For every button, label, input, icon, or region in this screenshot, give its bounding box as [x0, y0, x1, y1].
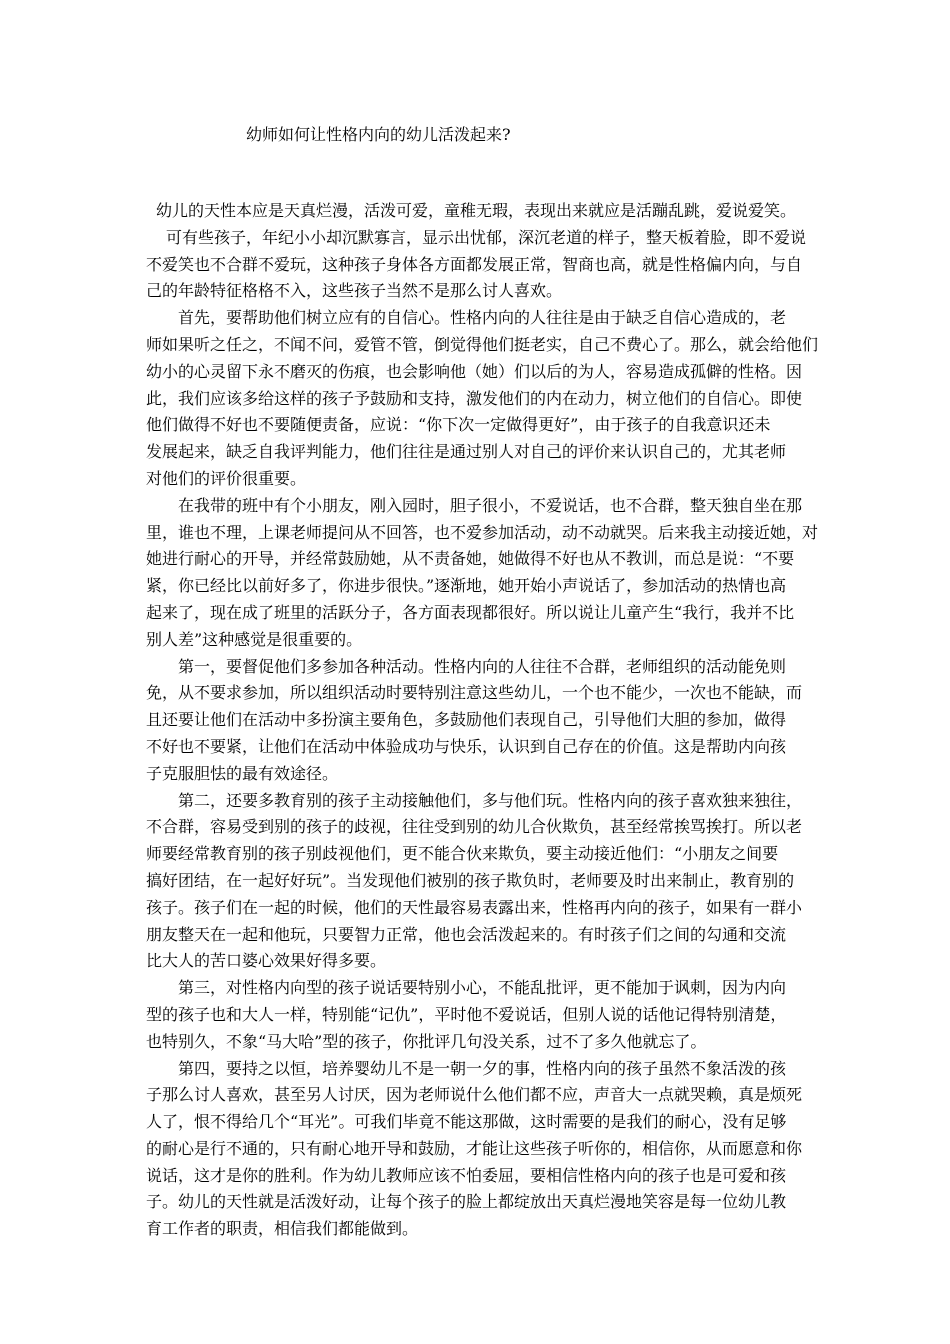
paragraph	[146, 1056, 816, 1244]
text-line: 此，我们应该多给这样的孩子予鼓励和支持，激发他们的内在动力，树立他们的自信心。即使	[146, 388, 803, 408]
text-line: 不好也不要紧，让他们在活动中体验成功与快乐，认识到自己存在的价值。这是帮助内向孩	[146, 736, 787, 756]
paragraph	[146, 654, 816, 788]
paragraph	[146, 788, 816, 976]
text-line: 幼小的心灵留下永不磨灭的伤痕，也会影响他（她）们以后的为人，容易造成孤僻的性格。因	[146, 361, 803, 381]
text-line: 首先，要帮助他们树立应有的自信心。性格内向的人往往是由于缺乏自信心造成的，老	[178, 308, 787, 328]
text-line: 的耐心是行不通的，只有耐心地开导和鼓励，才能让这些孩子听你的，相信你，从而愿意和你	[146, 1138, 803, 1158]
paragraph	[146, 225, 816, 305]
paragraph	[146, 975, 816, 1055]
text-line: 免，从不要求参加，所以组织活动时要特别注意这些幼儿，一个也不能少，一次也不能缺，而	[146, 683, 803, 703]
text-line: 育工作者的职责，相信我们都能做到。	[146, 1219, 419, 1239]
text-line: 师如果听之任之，不闻不问，爱管不管，倒觉得他们挺老实，自己不费心了。那么，就会给他们	[146, 334, 819, 354]
text-line: 他们做得不好也不要随便责备，应说：“你下次一定做得更好”，由于孩子的自我意识还未	[146, 415, 771, 435]
text-line: 比大人的苦口婆心效果好得多要。	[146, 951, 387, 971]
text-line: 第二，还要多教育别的孩子主动接触他们，多与他们玩。性格内向的孩子喜欢独来独往，	[178, 790, 803, 810]
text-line: 子。幼儿的天性就是活泼好动，让每个孩子的脸上都绽放出天真烂漫地笑容是每一位幼儿教	[146, 1192, 787, 1212]
text-line: 她进行耐心的开导，并经常鼓励她，从不责备她，她做得不好也从不教训，而总是说：“不要	[146, 549, 795, 569]
text-line: 在我带的班中有个小朋友，刚入园时，胆子很小，不爱说话，也不合群，整天独自坐在那	[178, 495, 803, 515]
text-line: 型的孩子也和大人一样，特别能“记仇”，平时他不爱说话，但别人说的话他记得特别清楚，	[146, 1004, 787, 1024]
text-line: 朋友整天在一起和他玩，只要智力正常，他也会活泼起来的。有时孩子们之间的勾通和交流	[146, 924, 787, 944]
text-line: 子那么讨人喜欢，甚至另人讨厌，因为老师说什么他们都不应，声音大一点就哭赖，真是烦死	[146, 1085, 803, 1105]
text-line: 人了，恨不得给几个“耳光”。可我们毕竟不能这那做，这时需要的是我们的耐心，没有足够	[146, 1112, 787, 1132]
text-line: 可有些孩子，年纪小小却沉默寡言，显示出忧郁，深沉老道的样子，整天板着脸，即不爱说	[166, 227, 807, 247]
text-line: 第四，要持之以恒，培养婴幼儿不是一朝一夕的事，性格内向的孩子虽然不象活泼的孩	[178, 1058, 787, 1078]
text-line: 且还要让他们在活动中多扮演主要角色，多鼓励他们表现自己，引导他们大胆的参加，做得	[146, 710, 787, 730]
text-line: 搞好团结，在一起好好玩”。当发现他们被别的孩子欺负时，老师要及时出来制止，教育别的	[146, 870, 795, 890]
document-title: 幼师如何让性格内向的幼儿活泼起来?	[246, 125, 511, 144]
paragraph	[146, 305, 819, 493]
text-line: 里，谁也不理，上课老师提问从不回答，也不爱参加活动，动不动就哭。后来我主动接近她，对	[146, 522, 819, 542]
text-line: 发展起来，缺乏自我评判能力，他们往往是通过别人对自己的评价来认识自己的，尤其老师	[146, 442, 787, 462]
document-body	[146, 198, 819, 1243]
text-line: 对他们的评价很重要。	[146, 468, 307, 488]
text-line: 别人差”这种感觉是很重要的。	[146, 629, 363, 649]
paragraph	[146, 493, 819, 654]
text-line: 子克服胆怯的最有效途径。	[146, 763, 339, 783]
text-line: 起来了，现在成了班里的活跃分子，各方面表现都很好。所以说让儿童产生“我行，我并不比	[146, 602, 795, 622]
paragraph	[146, 198, 816, 225]
text-line: 紧，你已经比以前好多了，你进步很快。”逐渐地，她开始小声说话了，参加活动的热情也高	[146, 576, 787, 596]
text-line: 师要经常教育别的孩子别歧视他们，更不能合伙来欺负，要主动接近他们：“小朋友之间要	[146, 844, 779, 864]
text-line: 也特别久，不象“马大哈”型的孩子，你批评几句没关系，过不了多久他就忘了。	[146, 1031, 707, 1051]
text-line: 幼儿的天性本应是天真烂漫，活泼可爱，童稚无瑕，表现出来就应是活蹦乱跳，爱说爱笑。	[156, 201, 797, 220]
text-line: 不爱笑也不合群不爱玩，这种孩子身体各方面都发展正常，智商也高，就是性格偏内向，与自	[146, 254, 803, 274]
text-line: 己的年龄特征格格不入，这些孩子当然不是那么讨人喜欢。	[146, 281, 563, 301]
text-line: 孩子。孩子们在一起的时候，他们的天性最容易表露出来，性格再内向的孩子，如果有一群小	[146, 897, 803, 917]
text-line: 说话，这才是你的胜利。作为幼儿教师应该不怕委屈，要相信性格内向的孩子也是可爱和孩	[146, 1165, 787, 1185]
text-line: 第三，对性格内向型的孩子说话要特别小心，不能乱批评，更不能加于讽刺，因为内向	[178, 978, 787, 998]
text-line: 不合群，容易受到别的孩子的歧视，往往受到别的幼儿合伙欺负，甚至经常挨骂挨打。所以老	[146, 817, 803, 837]
text-line: 第一，要督促他们多参加各种活动。性格内向的人往往不合群，老师组织的活动能免则	[178, 656, 787, 676]
